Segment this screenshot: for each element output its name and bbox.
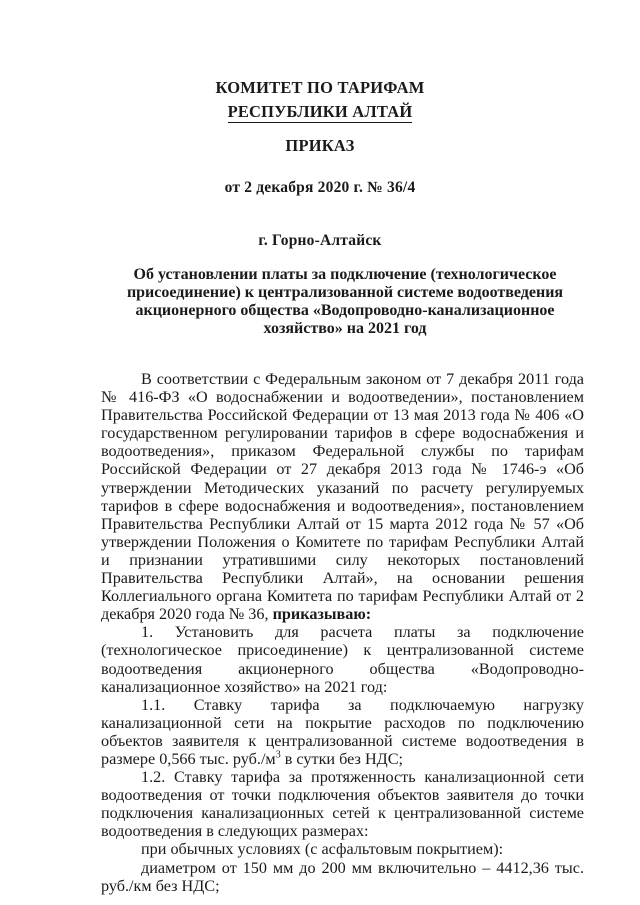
- committee-name-line1: КОМИТЕТ ПО ТАРИФАМ: [215, 78, 425, 97]
- date-and-number: от 2 декабря 2020 г. № 36/4: [224, 179, 416, 196]
- order-word: приказываю:: [272, 605, 372, 624]
- item-1-1-tail: в сутки без НДС;: [280, 749, 404, 768]
- item-1-1-superscript: 3: [275, 749, 281, 761]
- item-1-1-text: 1.1. Ставку тарифа за подключаемую нагрузку канализационной сети на покрытие расходов по подключению объектов заявителя к централизованной системе водоотведения в размере 0,566 тыс. руб./м: [101, 695, 584, 768]
- order-subject: [110, 266, 580, 338]
- subject-line: хозяйство» на 2021 год: [263, 320, 427, 337]
- item-1-2: 1.2. Ставку тарифа за протяженность канализационной сети водоотведения от точки подключения объектов заявителя до точки подключения канализационных сетей к централизованной системе водоотведения в следующих размерах:: [101, 768, 584, 841]
- order-body: [101, 370, 584, 895]
- subject-line: акционерного общества «Водопроводно-канализационное: [135, 302, 555, 319]
- diameter-rate-line: диаметром от 150 мм до 200 мм включительно – 4412,36 тыс. руб./км без НДС;: [101, 858, 584, 895]
- item-1-1: [101, 696, 584, 768]
- document-type: ПРИКАЗ: [285, 136, 355, 155]
- subject-line: присоединение) к централизованной системе водоотведения: [126, 284, 564, 301]
- committee-name-line2-text: РЕСПУБЛИКИ АЛТАЙ: [227, 102, 413, 121]
- city: г. Горно-Алтайск: [258, 232, 382, 249]
- preamble-paragraph: [101, 370, 584, 623]
- item-1: 1. Установить для расчета платы за подключение (технологическое присоединение) к централизованной системе водоотведения акционерного общества «Водопроводно-канализационное хозяйство» на 2021 год:: [101, 623, 584, 696]
- preamble-text: В соответствии с Федеральным законом от 7 декабря 2011 года № 416-ФЗ «О водоснабжении и водоотведении», постановлением Правительства Российской Федерации от 13 мая 2013 года № 406 «О государственном регулировании тарифов в сфере водоснабжения и водоотведения», приказом Федеральной службы по тарифам Российской Федерации от 27 декабря 2013 года № 1746-э «Об утверждении Методических указаний по расчету регулируемых тарифов в сфере водоснабжения и водоотведения», постановлением Правительства Республики Алтай от 15 марта 2012 года № 57 «Об утверждении Положения о Комитете по тарифам Республики Алтай и признании утратившими силу некоторых постановлений Правительства Республики Алтай», на основании решения Коллегиального органа Комитета по тарифам Республики Алтай от 2 декабря 2020 года № 36,: [101, 370, 584, 624]
- subject-line: Об установлении платы за подключение (технологическое: [133, 266, 557, 283]
- committee-name-line2: [0, 102, 640, 122]
- condition-line: при обычных условиях (с асфальтовым покрытием):: [141, 840, 504, 859]
